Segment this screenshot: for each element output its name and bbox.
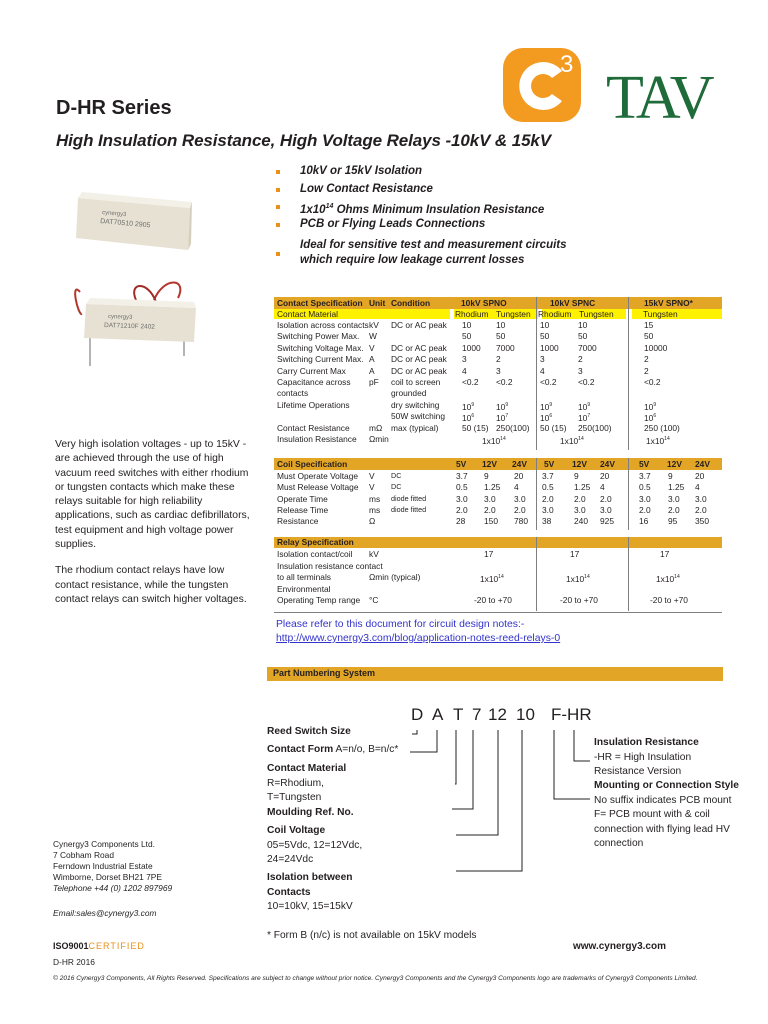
table-cell: DC or AC peak <box>391 365 447 376</box>
table-cell: -20 to +70 <box>560 595 598 605</box>
table-cell: 15 <box>644 320 654 330</box>
table-cell: Release Time <box>277 504 329 515</box>
table-cell: 10 <box>462 320 472 330</box>
table-cell: 2 <box>644 365 649 376</box>
relay1-brand: cynergy3 <box>101 210 127 219</box>
table-cell: 9 <box>574 471 579 481</box>
table-cell: 17 <box>484 549 494 559</box>
table-cell: kV <box>369 549 379 559</box>
table-cell: DC or AC peak <box>391 342 447 353</box>
page-subtitle: High Insulation Resistance, High Voltage Relays -10kV & 15kV <box>56 131 552 150</box>
tav-logo: TAV <box>606 64 712 127</box>
table-cell: 7000 <box>496 342 515 353</box>
table-cell: Insulation Resistance <box>277 434 357 444</box>
table-cell: 3.7 <box>542 471 554 481</box>
table-cell: 3.7 <box>456 471 468 481</box>
table-cell: 28 <box>456 516 466 527</box>
table-cell: Resistance <box>277 516 319 527</box>
table-cell: Ω <box>369 516 376 527</box>
table-cell: ms <box>369 504 381 515</box>
table-cell: 95 <box>668 516 678 527</box>
label-moulding: Moulding Ref. No. <box>267 807 354 818</box>
table-cell: 0.5 <box>456 482 468 493</box>
table-cell: $1x10^{14}$ <box>480 573 504 584</box>
table-cell: dry switching <box>391 399 440 410</box>
form-b-note: * Form B (n/c) is not available on 15kV models <box>267 930 477 941</box>
design-notes-link[interactable]: http://www.cynergy3.com/blog/application-notes-reed-relays-0 <box>276 633 561 644</box>
table-cell: 250(100) <box>578 422 612 433</box>
bullet-icon <box>276 170 280 174</box>
code-7: 7 <box>472 705 482 724</box>
table-cell: -20 to +70 <box>650 595 688 605</box>
table-cell: Switching Power Max. <box>277 331 360 342</box>
table-cell: 3 <box>578 365 583 376</box>
table-cell: Capacitance across <box>277 377 351 387</box>
table-cell: diode fitted <box>391 493 427 503</box>
table-cell: 2.0 <box>484 504 496 515</box>
table-cell: 2 <box>496 354 501 365</box>
table-cell: Isolation contact/coil <box>277 549 353 559</box>
table-cell: 3 <box>496 365 501 376</box>
table-cell: 780 <box>514 516 528 527</box>
table-cell: $10^9$ <box>540 401 553 412</box>
table-cell: 3.0 <box>574 504 586 515</box>
table-cell: <0.2 <box>540 377 557 387</box>
table-cell: Lifetime Operations <box>277 399 350 410</box>
table-cell: coil to screen <box>391 377 441 387</box>
document-ref: D-HR 2016 <box>53 957 95 967</box>
table-cell: 50 <box>496 331 506 342</box>
table-cell: Environmental <box>277 583 331 594</box>
copyright-text: © 2016 Cynergy3 Components, All Rights Reserved. Specifications are subject to change without prior notice. Cynergy3 Components and the Cynergy3 Components logo are trademarks of Cynergy3 Components Limited. <box>53 975 698 982</box>
table-cell: <0.2 <box>462 377 479 387</box>
table-cell: 20 <box>695 471 705 481</box>
table-cell: mΩ <box>369 422 383 433</box>
table-cell: 16 <box>639 516 649 527</box>
table-cell: 250 (100) <box>644 422 680 433</box>
table-cell: DC <box>391 482 402 492</box>
table-cell: 3 <box>540 354 545 365</box>
part-numbering-header: Part Numbering System <box>267 667 723 681</box>
table-cell: 3.0 <box>456 493 468 504</box>
table-cell: kV <box>369 320 379 330</box>
table-cell: 2.0 <box>639 504 651 515</box>
table-cell: 10000 <box>644 342 668 353</box>
table-cell: 150 <box>484 516 498 527</box>
table-cell: Must Operate Voltage <box>277 471 359 481</box>
table-cell: 38 <box>542 516 552 527</box>
code-fhr: F-HR <box>551 705 592 724</box>
table-cell: ms <box>369 493 381 504</box>
table-cell: 20 <box>514 471 524 481</box>
table-cell: Carry Current Max <box>277 365 346 376</box>
table-cell: 9 <box>484 471 489 481</box>
table-cell: 9 <box>668 471 673 481</box>
table-cell: W <box>369 331 377 342</box>
label-isolation: Isolation between Contacts 10=10kV, 15=15kV <box>267 872 353 912</box>
table-cell: 2 <box>578 354 583 365</box>
table-cell: 4 <box>695 482 700 493</box>
code-d: D <box>411 705 424 724</box>
code-a: A <box>432 705 444 724</box>
contact-spec-table: Contact Specification Unit Condition 10kV SPNO 10kV SPNC 15kV SPNO* Contact Material Rhodium Tungsten Rhodium Tungsten Tungsten Isolation across contacts kV DC or AC peak 10 10 10 10 15 Switching Power Max. W 50 50 50 50 50 Switching Voltage Max. V DC or AC peak 1000 7000 1000 7000 10000 Switching Current Max. A DC or AC peak 3 2 3 2 2 Carry Current Max A DC or AC peak 4 3 4 3 2 Capacitance across pF coil to screen <0.2 <0.2 <0.2 <0.2 <0.2 contacts grounded Lifetime Operations dry switching $10^9$ $10^9$ $10^9$ $10^9$ $10^9$ 50W switching $10^6$ $10^7$ $10^6$ $10^7$ $10^6$ Contact Resistance mΩ max (typical) 50 (15) 250(100) 50 (15) 250(100) 250 (100) Insulation Resistance Ωmin $1x10^{14}$ $1x10^{14}$ $1x10^{14}$ <box>274 297 722 450</box>
table-cell: 1.25 <box>668 482 685 493</box>
table-cell: 250(100) <box>496 422 530 433</box>
table-cell: 3.0 <box>542 504 554 515</box>
table-cell: 4 <box>514 482 519 493</box>
table-cell: V <box>369 342 375 353</box>
table-cell: DC or AC peak <box>391 320 447 330</box>
label-mounting: Mounting or Connection Style No suffix indicates PCB mount F= PCB mount with & coil connection with flying lead HV connection <box>594 780 739 849</box>
code-10: 10 <box>516 705 535 724</box>
table-cell: 4 <box>540 365 545 376</box>
table-cell: 2.0 <box>456 504 468 515</box>
relay-spec-table: Relay Specification Isolation contact/coil kV 17 17 17 Insulation resistance contact to all terminals Ωmin (typical) $1x10^{14}$ $1x10^{14}$ $1x10^{14}$ Environmental Operating Temp range °C -20 to +70 -20 to +70 -20 to +70 <box>274 537 722 611</box>
table-cell: diode fitted <box>391 504 427 514</box>
table-cell: $1x10^{14}$ <box>656 573 680 584</box>
label-coil: Coil Voltage 05=5Vdc, 12=12Vdc, 24=24Vdc <box>267 825 363 865</box>
table-cell: 3.0 <box>639 493 651 504</box>
table-cell: 10 <box>496 320 506 330</box>
table-cell: A <box>369 354 375 365</box>
table-cell: 50 <box>540 331 550 342</box>
table-cell: grounded <box>391 388 427 399</box>
table-cell: Ωmin (typical) <box>369 572 421 582</box>
website-link[interactable]: www.cynergy3.com <box>573 941 666 952</box>
table-cell: $1x10^{14}$ <box>482 435 506 446</box>
table-cell: 17 <box>570 549 580 559</box>
table-cell: $1x10^{14}$ <box>560 435 584 446</box>
table-cell: contacts <box>277 388 309 399</box>
table-cell: 2.0 <box>668 504 680 515</box>
table-cell: 3.0 <box>514 493 526 504</box>
table-cell: DC or AC peak <box>391 354 447 365</box>
table-cell: -20 to +70 <box>474 595 512 605</box>
table-cell: 2.0 <box>514 504 526 515</box>
table-cell: 4 <box>462 365 467 376</box>
relay-photo-1 <box>70 188 200 258</box>
table-cell: 3.0 <box>695 493 707 504</box>
table-cell: 3 <box>462 354 467 365</box>
table-cell: °C <box>369 595 379 605</box>
table-cell: 2.0 <box>574 493 586 504</box>
table-cell: <0.2 <box>496 377 513 387</box>
relay2-code: DAT71210F 2402 <box>103 322 155 331</box>
table-cell: $10^6$ <box>540 412 553 423</box>
table-cell: 50 <box>644 331 654 342</box>
table-cell: Must Release Voltage <box>277 482 359 493</box>
intro-paragraph: The rhodium contact relays have low contact resistance, while the tungsten contact relays can switch higher voltages. <box>55 565 247 605</box>
design-notes-text: Please refer to this document for circuit design notes:- <box>276 619 525 630</box>
table-cell: Isolation across contacts <box>277 320 369 330</box>
table-cell: 50 (15) <box>540 422 567 433</box>
table-cell: 50 (15) <box>462 422 489 433</box>
table-cell: 3.7 <box>639 471 651 481</box>
series-title: D-HR Series <box>56 97 172 119</box>
intro-text <box>55 438 260 619</box>
label-material: Contact Material R=Rhodium, T=Tungsten <box>267 763 347 803</box>
company-address: Cynergy3 Components Ltd. 7 Cobham Road Ferndown Industrial Estate Wimborne, Dorset BH21 7PE Telephone +44 (0) 1202 897969 <box>53 839 173 893</box>
table-cell: 2.0 <box>600 493 612 504</box>
table-cell: Operating Temp range <box>277 595 361 605</box>
table-cell: 0.5 <box>542 482 554 493</box>
coil-spec-table: Coil Specification 5V 12V 24V 5V 12V 24V 5V 12V 24V Must Operate Voltage V DC 3.7 9 20 3.7 9 20 3.7 9 20 Must Release Voltage V DC 0.5 1.25 4 0.5 1.25 4 0.5 1.25 4 Operate Time ms diode fitted 3.0 3.0 3.0 2.0 2.0 2.0 3.0 3.0 3.0 Release Time ms diode fitted 2.0 2.0 2.0 3.0 3.0 3.0 2.0 2.0 2.0 Resistance Ω 28 150 780 38 240 925 16 95 350 <box>274 458 722 530</box>
table-cell: 20 <box>600 471 610 481</box>
code-12: 12 <box>488 705 507 724</box>
intro-paragraph: Very high isolation voltages - up to 15kV - are achieved through the use of high vacuum reed switches with either rhodium or tungsten contacts which make these relays suitable for high reliability applications, such as cardiac defibrillators, test equipment and high voltage power supplies. <box>55 439 250 551</box>
table-cell: $10^9$ <box>496 401 509 412</box>
table-cell: 10 <box>540 320 550 330</box>
table-cell: 240 <box>574 516 588 527</box>
label-reed: Reed Switch Size <box>267 726 351 737</box>
table-cell: Insulation resistance contact <box>277 560 383 571</box>
label-form: Contact Form A=n/o, B=n/c* <box>267 744 399 755</box>
table-cell: A <box>369 365 375 376</box>
table-cell: 3.0 <box>668 493 680 504</box>
bullet-icon <box>276 223 280 227</box>
table-cell: 1000 <box>540 342 559 353</box>
table-cell: Contact Resistance <box>277 422 350 433</box>
table-cell: <0.2 <box>644 377 661 387</box>
relay2-brand: cynergy3 <box>107 314 133 321</box>
table-cell: Operate Time <box>277 493 328 504</box>
table-cell: 2 <box>644 354 649 365</box>
table-cell: 50 <box>578 331 588 342</box>
table-cell: 1.25 <box>574 482 591 493</box>
code-t: T <box>453 705 464 724</box>
table-cell: 925 <box>600 516 614 527</box>
table-cell: 17 <box>660 549 670 559</box>
table-cell: max (typical) <box>391 422 439 433</box>
table-cell: $10^7$ <box>496 412 509 423</box>
table-cell: 350 <box>695 516 709 527</box>
table-cell: V <box>369 482 375 493</box>
table-cell: $10^6$ <box>644 412 657 423</box>
table-cell: 2.0 <box>542 493 554 504</box>
table-cell: V <box>369 471 375 481</box>
table-cell: $10^9$ <box>578 401 591 412</box>
table-cell: 2.0 <box>695 504 707 515</box>
table-cell: 3.0 <box>484 493 496 504</box>
table-cell: <0.2 <box>578 377 595 387</box>
table-cell: $10^6$ <box>462 412 475 423</box>
table-cell: 3.0 <box>600 504 612 515</box>
table-cell: 50W switching <box>391 411 445 422</box>
table-cell: Switching Voltage Max. <box>277 342 364 353</box>
table-cell: DC <box>391 471 402 480</box>
relay-photo-2 <box>68 276 208 372</box>
table-cell: 1000 <box>462 342 481 353</box>
table-cell: pF <box>369 377 379 387</box>
table-cell: $10^9$ <box>462 401 475 412</box>
table-cell: 10 <box>578 320 588 330</box>
table-cell: 0.5 <box>639 482 651 493</box>
table-cell: 50 <box>462 331 472 342</box>
table-cell: Switching Current Max. <box>277 354 364 365</box>
relay1-code: DAT70510 2905 <box>99 218 151 230</box>
table-cell: 4 <box>600 482 605 493</box>
table-cell: $10^7$ <box>578 412 591 423</box>
bullet-icon <box>276 205 280 209</box>
table-cell: to all terminals <box>277 572 331 582</box>
contact-email[interactable]: Email:sales@cynergy3.com <box>53 908 157 918</box>
bullet-icon <box>276 188 280 192</box>
table-cell: $10^9$ <box>644 401 657 412</box>
company-logos <box>500 45 730 127</box>
label-insulation: Insulation Resistance -HR = High Insulation Resistance Version <box>594 737 699 777</box>
c3-logo <box>503 48 581 122</box>
iso-badge: ISO9001CERTIFIED <box>53 941 145 951</box>
bullet-icon <box>276 252 280 256</box>
table-cell: $1x10^{14}$ <box>566 573 590 584</box>
c3-logo-superscript: 3 <box>560 51 574 78</box>
table-cell: $1x10^{14}$ <box>646 435 670 446</box>
table-cell: Ωmin <box>369 434 389 444</box>
table-cell: 1.25 <box>484 482 501 493</box>
table-cell: 7000 <box>578 342 597 353</box>
